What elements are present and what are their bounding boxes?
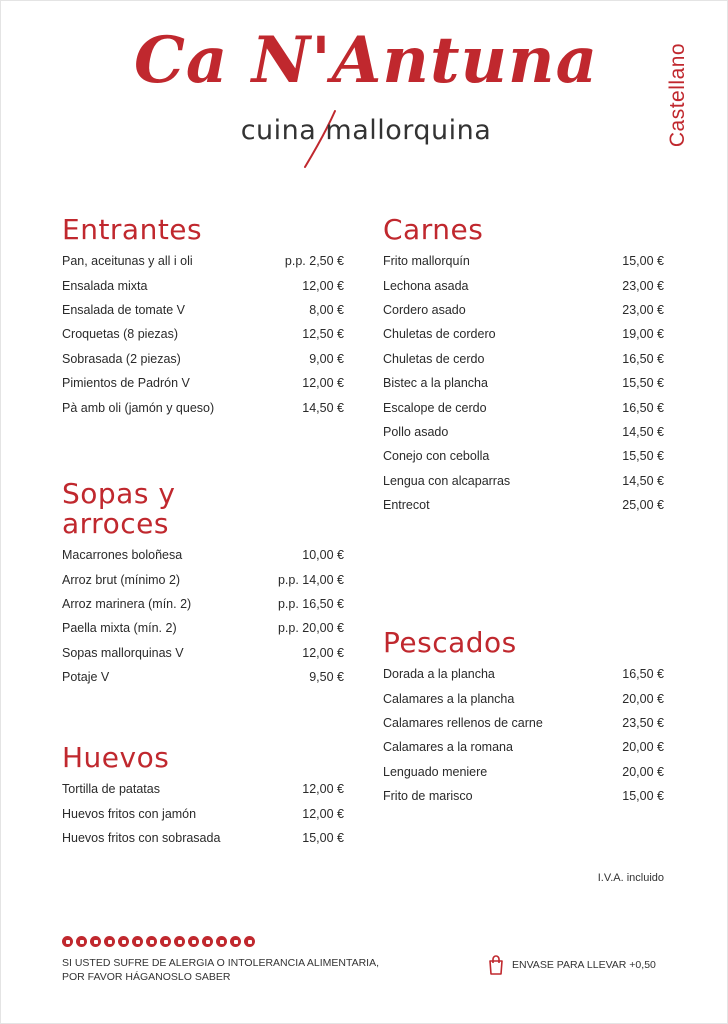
menu-item-row bbox=[383, 469, 664, 493]
menu-item-row bbox=[62, 273, 344, 297]
menu-item-row bbox=[62, 801, 344, 825]
menu-item-price: 15,50 € bbox=[622, 376, 664, 391]
menu-item-row bbox=[383, 322, 664, 346]
menu-item-price: 23,00 € bbox=[622, 278, 664, 293]
menu-item-row bbox=[62, 567, 344, 591]
menu-item-row bbox=[62, 665, 344, 689]
restaurant-logo-subtitle: cuina mallorquina bbox=[240, 115, 492, 146]
menu-item-list bbox=[383, 662, 664, 808]
menu-item-price: 12,00 € bbox=[302, 278, 344, 293]
menu-item-name: Calamares a la romana bbox=[383, 740, 513, 755]
menu-item-price: 12,50 € bbox=[302, 327, 344, 342]
shopping-bag-icon bbox=[488, 955, 504, 975]
menu-item-price: 19,00 € bbox=[622, 327, 664, 342]
menu-item-price: 14,50 € bbox=[302, 400, 344, 415]
menu-item-row bbox=[62, 371, 344, 395]
menu-item-name: Frito de marisco bbox=[383, 789, 473, 804]
menu-item-row bbox=[383, 662, 664, 686]
menu-item-row bbox=[383, 735, 664, 759]
section-pescados bbox=[383, 628, 664, 808]
menu-item-list bbox=[62, 543, 344, 689]
menu-item-list bbox=[62, 777, 344, 850]
menu-item-price: 16,50 € bbox=[622, 351, 664, 366]
menu-item-name: Lengua con alcaparras bbox=[383, 473, 511, 488]
soy-icon bbox=[132, 936, 143, 947]
menu-item-price: p.p. 2,50 € bbox=[284, 254, 344, 269]
molluscs-icon bbox=[244, 936, 255, 947]
menu-item-row bbox=[62, 249, 344, 273]
section-title-line-2: arroces bbox=[62, 507, 169, 540]
menu-item-row bbox=[383, 371, 664, 395]
menu-item-name: Chuletas de cerdo bbox=[383, 351, 485, 366]
menu-item-price: 15,00 € bbox=[622, 254, 664, 269]
menu-item-name: Chuletas de cordero bbox=[383, 327, 496, 342]
menu-item-row bbox=[62, 777, 344, 801]
allergen-icons-row bbox=[62, 936, 255, 947]
menu-item-row bbox=[383, 420, 664, 444]
allergy-notice-line-2: POR FAVOR HÁGANOSLO SABER bbox=[62, 971, 231, 983]
menu-item-name: Calamares rellenos de carne bbox=[383, 715, 543, 730]
section-title: Entrantes bbox=[62, 213, 203, 246]
menu-item-name: Arroz brut (mínimo 2) bbox=[62, 572, 181, 587]
menu-item-name: Lechona asada bbox=[383, 278, 469, 293]
menu-item-price: p.p. 16,50 € bbox=[277, 596, 344, 611]
allergy-notice bbox=[62, 956, 402, 984]
sesame-icon bbox=[202, 936, 213, 947]
menu-item-price: 14,50 € bbox=[622, 424, 664, 439]
menu-item-price: 9,50 € bbox=[309, 670, 344, 685]
iva-note: I.V.A. incluido bbox=[597, 872, 664, 884]
menu-item-name: Sobrasada (2 piezas) bbox=[62, 351, 181, 366]
menu-item-row bbox=[62, 322, 344, 346]
section-title-line-1: Sopas y bbox=[62, 477, 176, 510]
menu-item-row bbox=[62, 395, 344, 419]
menu-item-price: 20,00 € bbox=[622, 764, 664, 779]
takeaway-note bbox=[488, 955, 656, 975]
menu-item-row bbox=[62, 641, 344, 665]
menu-item-price: 20,00 € bbox=[622, 691, 664, 706]
menu-item-price: 25,00 € bbox=[622, 498, 664, 513]
menu-item-list bbox=[62, 249, 344, 420]
menu-item-row bbox=[383, 784, 664, 808]
section-title: Carnes bbox=[383, 213, 484, 246]
menu-item-row bbox=[62, 543, 344, 567]
section-title: Huevos bbox=[62, 741, 170, 774]
menu-item-name: Potaje V bbox=[62, 670, 110, 685]
sulphites-icon bbox=[216, 936, 227, 947]
takeaway-text: ENVASE PARA LLEVAR +0,50 bbox=[512, 959, 656, 971]
menu-item-price: 23,00 € bbox=[622, 302, 664, 317]
menu-item-row bbox=[62, 826, 344, 850]
menu-item-name: Sopas mallorquinas V bbox=[62, 645, 184, 660]
menu-item-name: Pan, aceitunas y all i oli bbox=[62, 254, 193, 269]
menu-item-row bbox=[383, 395, 664, 419]
menu-item-name: Bistec a la plancha bbox=[383, 376, 488, 391]
menu-item-name: Conejo con cebolla bbox=[383, 449, 490, 464]
fish-icon bbox=[104, 936, 115, 947]
menu-item-row bbox=[62, 592, 344, 616]
peanut-icon bbox=[118, 936, 129, 947]
celery-icon bbox=[174, 936, 185, 947]
menu-item-name: Frito mallorquín bbox=[383, 254, 470, 269]
milk-icon bbox=[146, 936, 157, 947]
menu-item-name: Escalope de cerdo bbox=[383, 400, 487, 415]
menu-item-price: 23,50 € bbox=[622, 715, 664, 730]
menu-item-name: Huevos fritos con jamón bbox=[62, 806, 197, 821]
menu-item-price: 12,00 € bbox=[302, 782, 344, 797]
menu-item-row bbox=[383, 273, 664, 297]
menu-item-name: Pà amb oli (jamón y queso) bbox=[62, 400, 215, 415]
menu-item-name: Ensalada mixta bbox=[62, 278, 148, 293]
nuts-icon bbox=[160, 936, 171, 947]
menu-item-price: 9,00 € bbox=[309, 351, 344, 366]
menu-item-price: 12,00 € bbox=[302, 645, 344, 660]
menu-item-name: Calamares a la plancha bbox=[383, 691, 515, 706]
menu-item-price: 8,00 € bbox=[309, 302, 344, 317]
section-huevos bbox=[62, 743, 344, 850]
menu-item-price: 12,00 € bbox=[302, 806, 344, 821]
egg-icon bbox=[90, 936, 101, 947]
section-entrantes bbox=[62, 215, 344, 420]
menu-item-price: 10,00 € bbox=[302, 548, 344, 563]
menu-item-name: Huevos fritos con sobrasada bbox=[62, 830, 221, 845]
restaurant-logo-title: Ca N'Antuna bbox=[133, 23, 599, 98]
menu-item-row bbox=[383, 249, 664, 273]
menu-item-price: 15,00 € bbox=[622, 789, 664, 804]
menu-item-name: Tortilla de patatas bbox=[62, 782, 160, 797]
menu-item-row bbox=[383, 493, 664, 517]
menu-item-name: Arroz marinera (mín. 2) bbox=[62, 596, 192, 611]
crustaceans-icon bbox=[76, 936, 87, 947]
menu-item-price: 16,50 € bbox=[622, 667, 664, 682]
section-title: Pescados bbox=[383, 626, 517, 659]
menu-item-list bbox=[383, 249, 664, 517]
allergy-notice-line-1: SI USTED SUFRE DE ALERGIA O INTOLERANCIA ALIMENTARIA, bbox=[62, 957, 380, 969]
menu-item-price: 15,50 € bbox=[622, 449, 664, 464]
mustard-icon bbox=[188, 936, 199, 947]
section-sopas-y-arroces bbox=[62, 479, 344, 689]
menu-item-price: 14,50 € bbox=[622, 473, 664, 488]
menu-item-name: Paella mixta (mín. 2) bbox=[62, 621, 177, 636]
language-tab[interactable] bbox=[665, 31, 691, 159]
menu-item-name: Pollo asado bbox=[383, 424, 449, 439]
menu-item-name: Entrecot bbox=[383, 498, 430, 513]
menu-item-name: Dorada a la plancha bbox=[383, 667, 495, 682]
language-label: Castellano bbox=[666, 42, 690, 148]
gluten-icon bbox=[62, 936, 73, 947]
menu-item-row bbox=[62, 616, 344, 640]
section-carnes bbox=[383, 215, 664, 517]
section-title bbox=[62, 479, 344, 539]
lupin-icon bbox=[230, 936, 241, 947]
menu-item-price: 20,00 € bbox=[622, 740, 664, 755]
menu-item-price: p.p. 14,00 € bbox=[277, 572, 344, 587]
menu-item-row bbox=[383, 347, 664, 371]
menu-item-row bbox=[383, 711, 664, 735]
menu-item-row bbox=[62, 298, 344, 322]
menu-item-name: Lenguado meniere bbox=[383, 764, 488, 779]
menu-item-price: 12,00 € bbox=[302, 376, 344, 391]
menu-item-price: p.p. 20,00 € bbox=[277, 621, 344, 636]
menu-item-price: 16,50 € bbox=[622, 400, 664, 415]
menu-item-row bbox=[383, 444, 664, 468]
menu-item-name: Ensalada de tomate V bbox=[62, 302, 185, 317]
menu-item-row bbox=[383, 686, 664, 710]
menu-item-name: Croquetas (8 piezas) bbox=[62, 327, 179, 342]
menu-item-name: Macarrones boloñesa bbox=[62, 548, 183, 563]
menu-item-name: Pimientos de Padrón V bbox=[62, 376, 190, 391]
menu-item-row bbox=[383, 760, 664, 784]
menu-item-row bbox=[62, 347, 344, 371]
menu-item-name: Cordero asado bbox=[383, 302, 466, 317]
menu-item-row bbox=[383, 298, 664, 322]
menu-item-price: 15,00 € bbox=[302, 830, 344, 845]
